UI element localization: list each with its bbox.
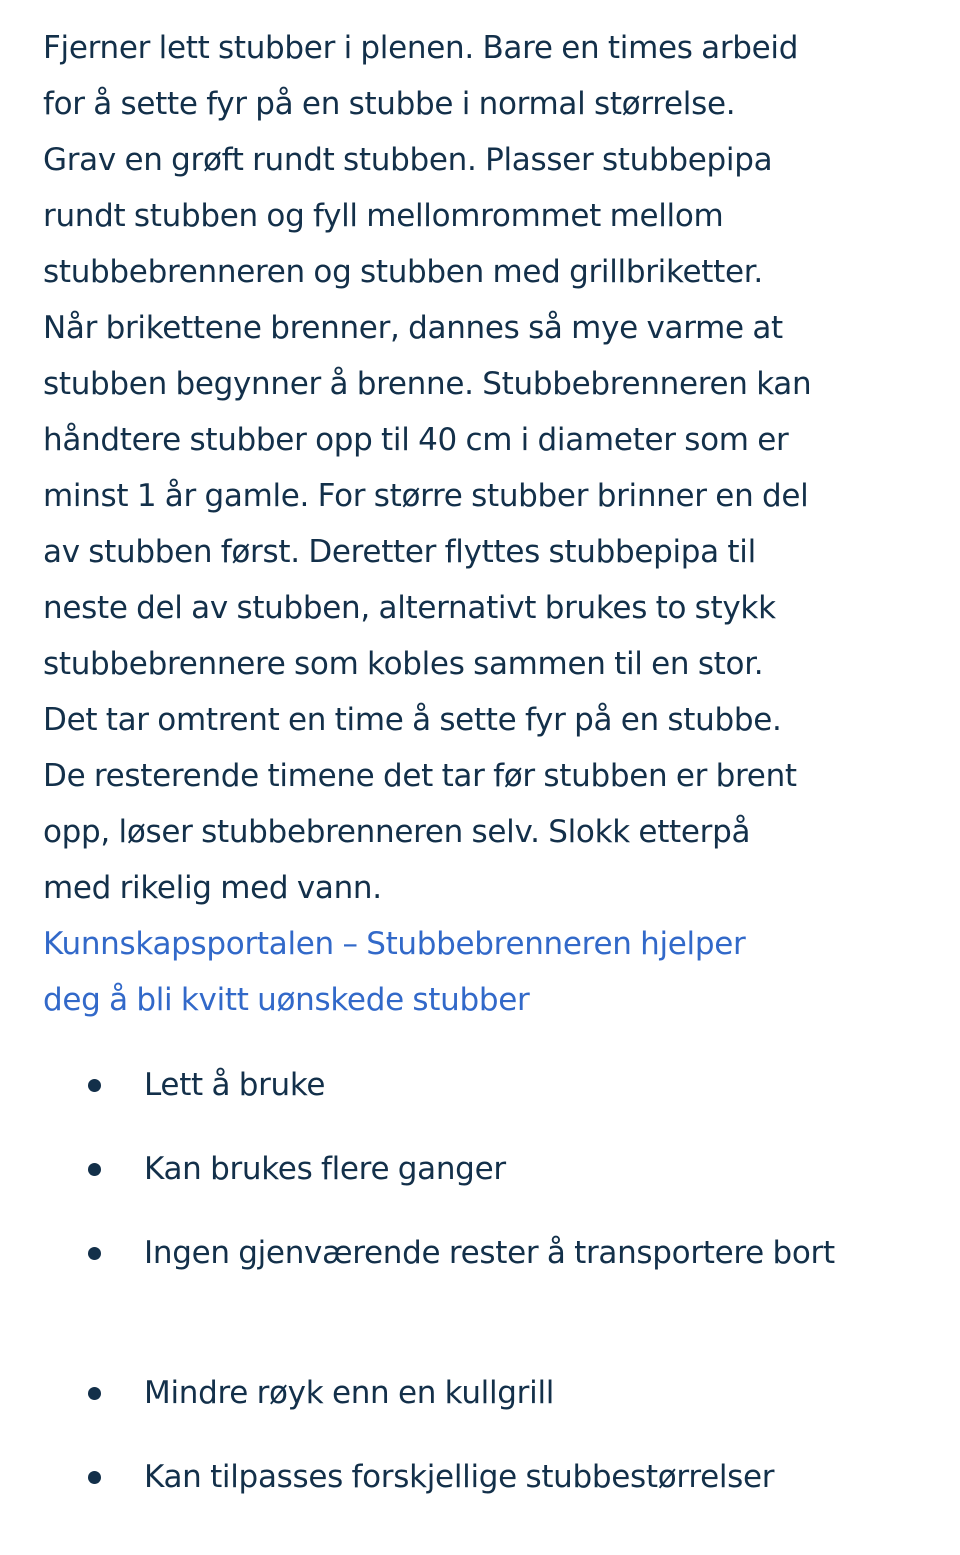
description-line: Fjerner lett stubber i plenen. Bare en times arbeid (43, 30, 799, 66)
description-line: Når brikettene brenner, dannes så mye varme at (43, 310, 783, 346)
description-line: rundt stubben og fyll mellomrommet mellom (43, 198, 724, 234)
description-line: stubben begynner å brenne. Stubbebrenneren kan (43, 366, 812, 402)
link-line: deg å bli kvitt uønskede stubber (43, 982, 530, 1018)
bullet-icon (88, 1471, 101, 1484)
kunnskapsportalen-link[interactable] (43, 916, 923, 1028)
bullet-icon (88, 1163, 101, 1176)
product-description (43, 20, 923, 916)
description-line: av stubben først. Deretter flyttes stubbepipa til (43, 534, 756, 570)
description-line: med rikelig med vann. (43, 870, 382, 906)
feature-text: Lett å bruke (144, 1067, 326, 1103)
link-line: Kunnskapsportalen – Stubbebrenneren hjelper (43, 926, 746, 962)
description-line: neste del av stubben, alternativt brukes to stykk (43, 590, 776, 626)
description-line: Grav en grøft rundt stubben. Plasser stubbepipa (43, 142, 773, 178)
feature-text: Mindre røyk enn en kullgrill (144, 1375, 555, 1411)
feature-text: Kan brukes flere ganger (144, 1151, 506, 1187)
bullet-icon (88, 1079, 101, 1092)
bullet-icon (88, 1387, 101, 1400)
description-line: for å sette fyr på en stubbe i normal størrelse. (43, 86, 736, 122)
description-line: stubbebrenneren og stubben med grillbriketter. (43, 254, 763, 290)
description-line: håndtere stubber opp til 40 cm i diameter som er (43, 422, 789, 458)
description-line: stubbebrennere som kobles sammen til en stor. (43, 646, 764, 682)
feature-text: Kan tilpasses forskjellige stubbestørrelser (144, 1459, 775, 1495)
description-line: minst 1 år gamle. For større stubber brinner en del (43, 478, 809, 514)
feature-text: Ingen gjenværende rester å transportere bort (144, 1235, 835, 1271)
description-line: De resterende timene det tar før stubben er brent (43, 758, 797, 794)
description-line: opp, løser stubbebrenneren selv. Slokk etterpå (43, 814, 751, 850)
bullet-icon (88, 1247, 101, 1260)
description-line: Det tar omtrent en time å sette fyr på en stubbe. (43, 702, 782, 738)
